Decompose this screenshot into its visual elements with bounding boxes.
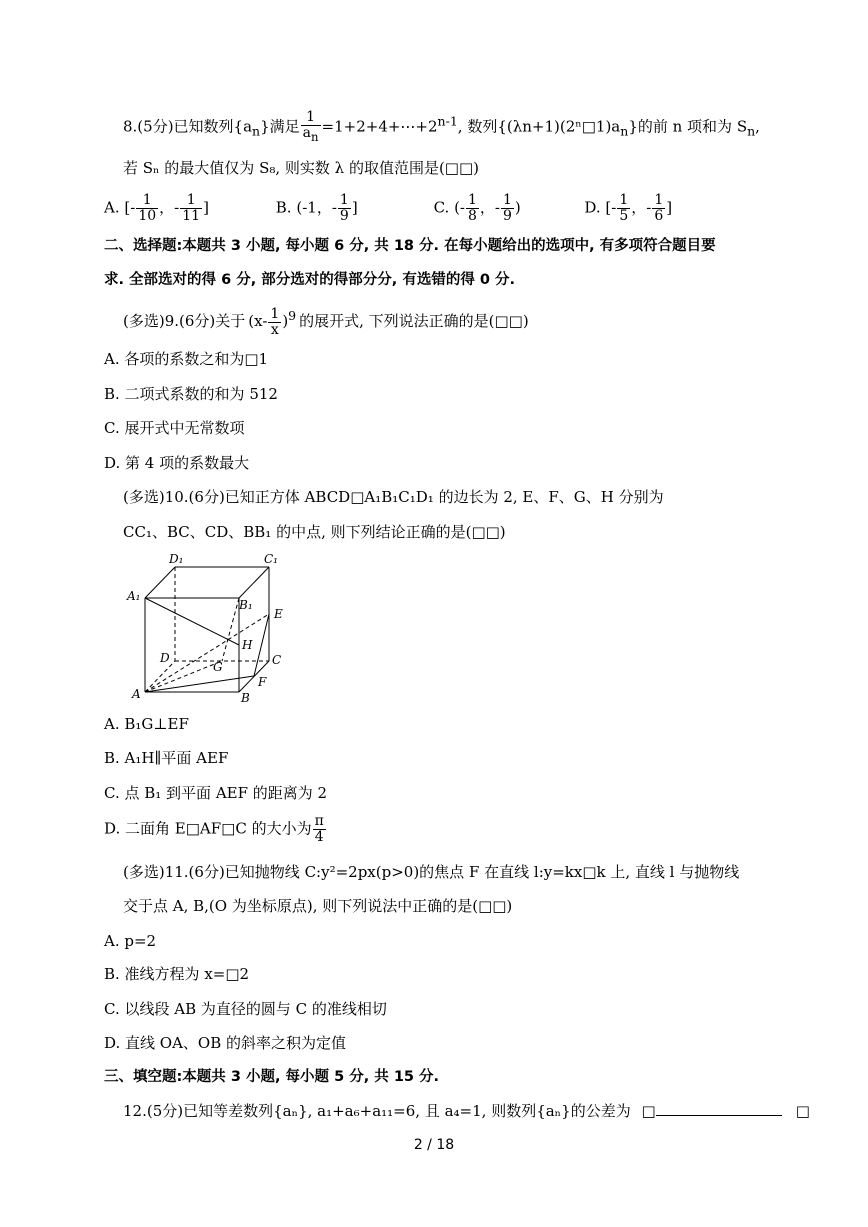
q11-option-c: C. 以线段 AB 为直径的圆与 C 的准线相切 (104, 1000, 387, 1018)
page-number: 2 / 18 (413, 1137, 455, 1153)
q9-option-c: C. 展开式中无常数项 (104, 419, 245, 437)
seg-EF (254, 614, 269, 676)
q8-options (104, 193, 672, 224)
q8-option-c: C. (- $\frac{1}{8}$ ，- $\frac{1}{9}$ ) (433, 192, 521, 224)
q10-option-b: B. A₁H∥平面 AEF (104, 749, 229, 767)
cube-figure (125, 550, 295, 705)
label-C1: C₁ (264, 552, 278, 566)
section2-heading-line1: 二、选择题:本题共 3 小题, 每小题 6 分, 共 18 分. 在每小题给出的选项中, 有多项符合题目要 (104, 238, 716, 254)
section2-heading-line2: 求. 全部选对的得 6 分, 部分选对的得部分分, 有选错的得 0 分. (104, 272, 516, 288)
label-H: H (242, 638, 253, 652)
q8-option-d: D. [- $\frac{1}{5}$ ，- $\frac{1}{6}$ ] (584, 192, 673, 224)
edge-A1D1 (145, 567, 175, 598)
q11-line2: 交于点 A, B,(O 为坐标原点), 则下列说法中正确的是(□□) (123, 897, 513, 915)
label-G: G (213, 660, 223, 674)
label-D: D (160, 651, 170, 665)
q8-line1: 8.(5分)已知数列$\{a_n\}$满足 $\frac{1}{a_n}$ $=1+2+4+\cdots+2^{n-1}$, 数列$\{(\lambda n+1)(2^n□1)a_n\}$的前 n 项和为 $S_n$, (123, 109, 760, 144)
seg-AG (145, 661, 222, 692)
q8-option-b: B. (-1，- $\frac{1}{9}$ ] (275, 192, 358, 224)
q11-line1: (多选)11.(6分)已知抛物线 C:y²=2px(p>0)的焦点 F 在直线 l:y=kx□k 上, 直线 l 与抛物线 (123, 863, 740, 881)
edge-B1C1 (239, 567, 269, 598)
label-E: E (274, 607, 283, 621)
answer-blank[interactable]: □ (642, 1102, 782, 1120)
q11-option-a: A. p=2 (104, 932, 157, 950)
q10-line2: CC₁、BC、CD、BB₁ 的中点, 则下列结论正确的是(□□) (123, 523, 506, 541)
q10-line1: (多选)10.(6分)已知正方体 ABCD□A₁B₁C₁D₁ 的边长为 2, E、F、G、H 分别为 (123, 488, 664, 506)
label-B: B (241, 691, 250, 705)
q10-option-a: A. B₁G⊥EF (104, 715, 189, 733)
seg-AF (145, 676, 254, 692)
label-B1: B₁ (239, 598, 253, 612)
q10-option-c: C. 点 B₁ 到平面 AEF 的距离为 2 (104, 784, 328, 802)
q9-stem: (多选)9.(6分)关于 (x- $\frac{1}{x}$ )$^9$ 的展开式, 下列说法正确的是(□□) (123, 305, 529, 338)
q9-option-b: B. 二项式系数的和为 512 (104, 385, 278, 403)
seg-B1G (222, 598, 239, 661)
label-F: F (258, 675, 267, 689)
q8-fraction: $\frac{1}{a_n}$ (302, 109, 319, 144)
q9-expression: (x- $\frac{1}{x}$ )$^9$ (248, 305, 297, 338)
q10-pi-fraction: $\frac{\pi}{4}$ (314, 813, 324, 845)
q10-option-d: D. 二面角 E□AF□C 的大小为 $\frac{\pi}{4}$ (104, 813, 324, 845)
label-D1: D₁ (169, 552, 184, 566)
q8-line2: 若 Sₙ 的最大值仅为 S₈, 则实数 λ 的取值范围是(□□) (123, 159, 479, 177)
seg-A1H (145, 598, 239, 645)
label-C: C (272, 653, 282, 667)
q9-option-a: A. 各项的系数之和为□1 (104, 350, 269, 368)
q11-option-d: D. 直线 OA、OB 的斜率之积为定值 (104, 1034, 347, 1052)
q12-line: 12.(5分)已知等差数列{aₙ}, a₁+a₆+a₁₁=6, 且 a₄=1, 则数列{aₙ}的公差为 □ □ (123, 1102, 810, 1120)
label-A1: A₁ (127, 589, 141, 603)
section3-heading: 三、填空题:本题共 3 小题, 每小题 5 分, 共 15 分. (104, 1069, 440, 1085)
q11-option-b: B. 准线方程为 x=□2 (104, 965, 250, 983)
q8-option-a: A. [- $\frac{1}{10}$ ，- $\frac{1}{11}$ ] (104, 192, 209, 224)
q9-option-d: D. 第 4 项的系数最大 (104, 454, 250, 472)
label-A: A (132, 687, 141, 701)
